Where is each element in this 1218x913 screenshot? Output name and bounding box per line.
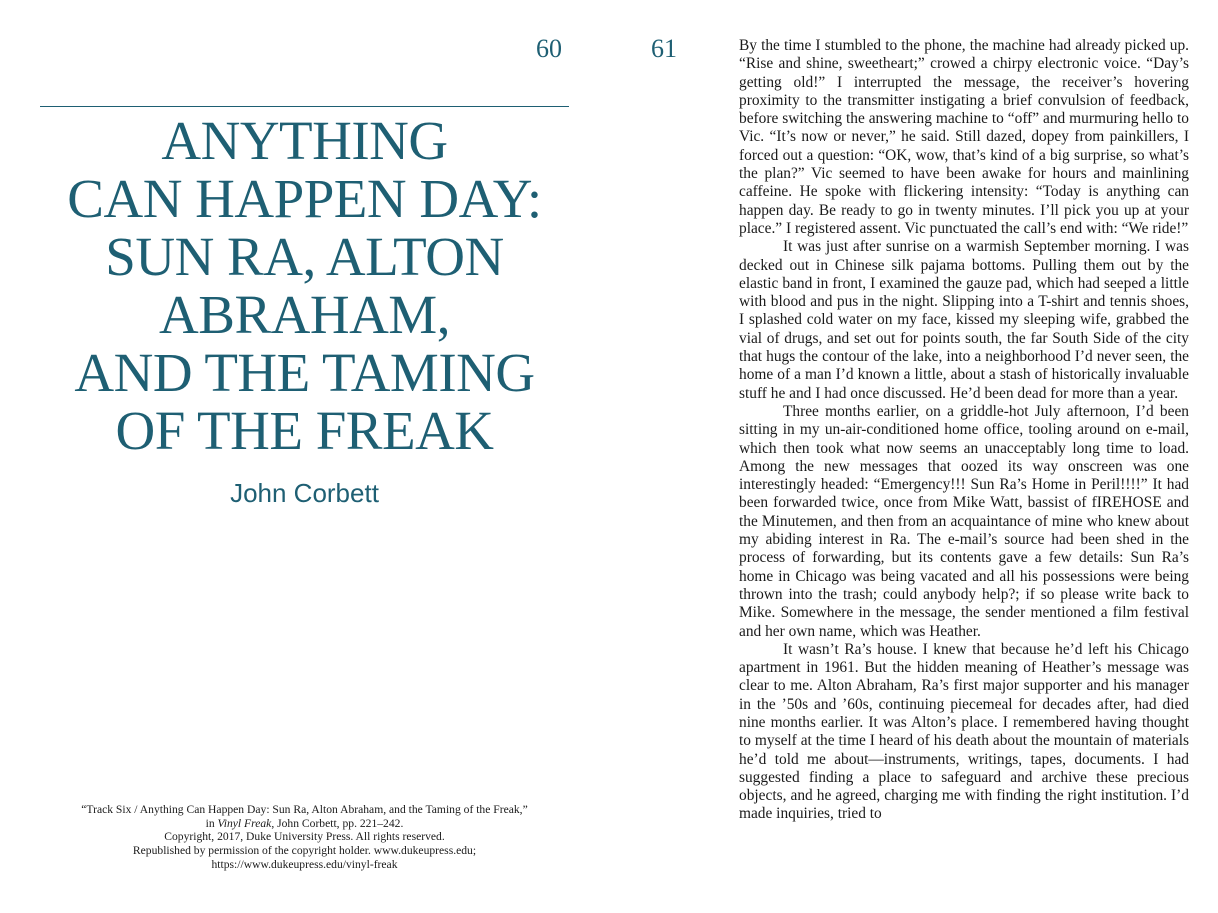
body-text	[739, 37, 1189, 824]
credit-line: Copyright, 2017, Duke University Press. All rights reserved.	[164, 830, 445, 844]
paragraph: By the time I stumbled to the phone, the machine had already picked up. “Rise and shine, sweetheart;” crowed a chirpy electronic voice. “Day’s getting old!” I interrupted the message, the receiver’s hovering proximity to the transmitter instigating a brief convulsion of feedback, before switching the answering machine to “off” and murmuring hello to Vic. “It’s now or never,” he said. Still dazed, dopey from painkillers, I forced out a question: “OK, wow, that’s kind of a big surprise, so what’s the plan?” Vic seemed to have been awake for hours and mainlining caffeine. He spoke with flickering intensity: “Today is anything can happen day. Be ready to go in twenty minutes. I’ll pick you up at your place.” I registered assent. Vic punctuated the call’s end with: “We ride!”	[739, 37, 1189, 237]
credit-prefix: in	[205, 816, 218, 830]
credit-line: https://www.dukeupress.edu/vinyl-freak	[211, 857, 398, 871]
page-number-left: 60	[536, 34, 562, 63]
title-line: CAN HAPPEN DAY:	[67, 168, 542, 229]
title-line: OF THE FREAK	[115, 400, 494, 461]
book-title: Vinyl Freak	[217, 816, 272, 830]
copyright-credit	[40, 803, 569, 872]
title-line: ANYTHING	[161, 110, 448, 171]
author-name: John Corbett	[230, 478, 379, 508]
credit-line: Republished by permission of the copyright holder. www.dukeupress.edu;	[132, 844, 477, 858]
paragraph: Three months earlier, on a griddle-hot July afternoon, I’d been sitting in my un-air-conditioned home office, tooling around on e-mail, which then took what now seems an unacceptably long time to load. Among the new messages that oozed its way onscreen was one interestingly headed: “Emergency!!! Sun Ra’s Home in Peril!!!!” It had been forwarded twice, once from Mike Watt, bassist of fIREHOSE and the Minutemen, and then from an acquaintance of mine who knew about my abiding interest in Ra. The e-mail’s source had been shed in the process of forwarding, but its contents gave a few details: Sun Ra’s home in Chicago was being vacated and all his possessions were being thrown into the trash; could anybody help?; if so please write back to Mike. Somewhere in the message, the sender mentioned a film festival and her own name, which was Heather.	[739, 402, 1189, 640]
credit-line: “Track Six / Anything Can Happen Day: Sun Ra, Alton Abraham, and the Taming of the Freak,”	[81, 803, 528, 816]
title-rule	[40, 106, 569, 107]
page-number-right: 61	[651, 34, 677, 63]
chapter-title	[40, 112, 569, 460]
right-page	[609, 0, 1218, 913]
title-line: AND THE TAMING	[74, 342, 535, 403]
credit-line	[40, 817, 569, 831]
title-line: SUN RA, ALTON	[105, 226, 504, 287]
paragraph: It was just after sunrise on a warmish September morning. I was decked out in Chinese silk pajama bottoms. Pulling them out by the elastic band in front, I examined the gauze pad, which had seeped a little with blood and pus in the night. Slipping into a T-shirt and tennis shoes, I splashed cold water on my face, kissed my sleeping wife, grabbed the vial of drugs, and set out for points south, the far South Side of the city that hugs the contour of the lake, into a neighborhood I’d never seen, the home of a man I’d known a little, about a stash of historically invaluable stuff he and I had once discussed. He’d been dead for more than a year.	[739, 238, 1189, 402]
credit-suffix: , John Corbett, pp. 221–242.	[271, 816, 404, 830]
title-line: ABRAHAM,	[159, 284, 450, 345]
paragraph: It wasn’t Ra’s house. I knew that because he’d left his Chicago apartment in 1961. But the hidden meaning of Heather’s message was clear to me. Alton Abraham, Ra’s first major supporter and his manager in the ’50s and ’60s, continuing piecemeal for decades after, had died nine months earlier. It was Alton’s place. I remembered having thought to myself at the time I heard of his death about the mountain of materials he’d told me about—instruments, writings, tapes, documents. I had suggested finding a place to safeguard and archive these precious objects, and he agreed, charging me with finding the right institution. I’d made inquiries, tried to	[739, 640, 1189, 823]
